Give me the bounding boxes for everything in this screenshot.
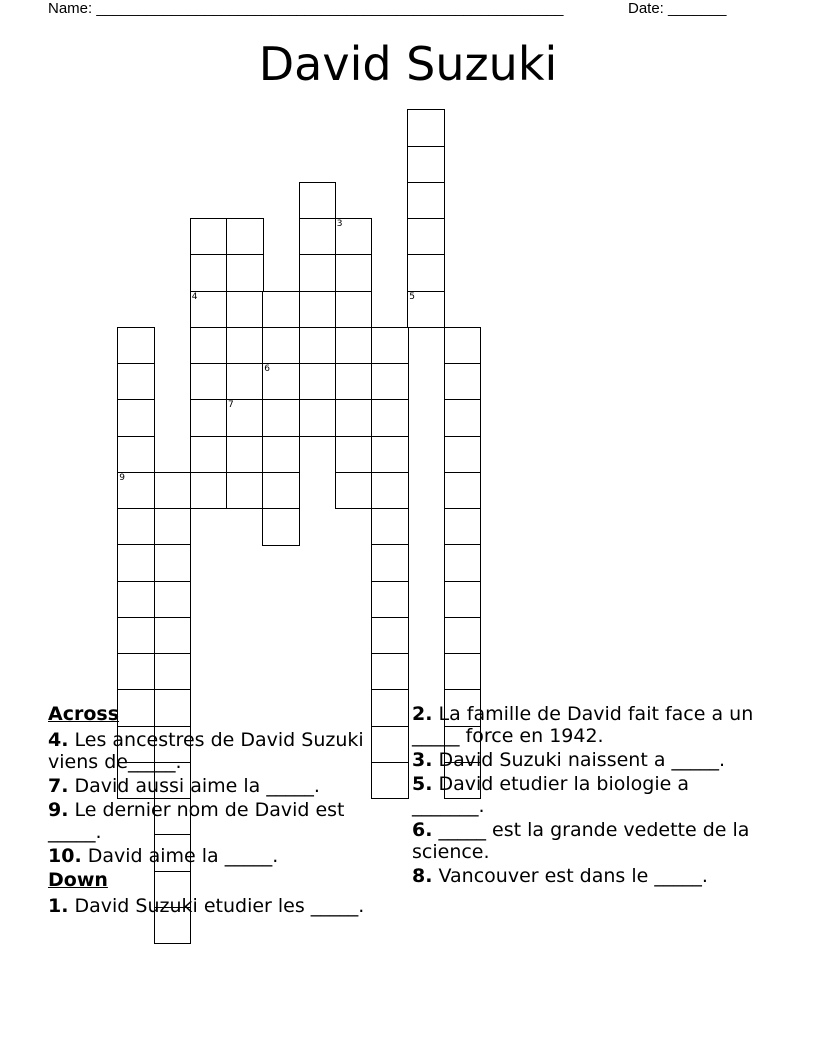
clue-across-4 <box>48 729 378 773</box>
clue-text: David Suzuki naissent a _____. <box>438 749 726 771</box>
grid-cell[interactable] <box>444 508 482 546</box>
grid-cell[interactable] <box>226 291 264 329</box>
grid-cell[interactable] <box>444 544 482 582</box>
grid-cell[interactable] <box>335 436 373 474</box>
clue-text: David aime la _____. <box>87 845 279 867</box>
grid-cell[interactable] <box>117 472 155 510</box>
grid-cell[interactable] <box>444 399 482 437</box>
grid-cell[interactable] <box>262 363 300 401</box>
grid-cell[interactable] <box>299 291 337 329</box>
clue-across-10 <box>48 845 378 867</box>
grid-cell[interactable] <box>371 363 409 401</box>
clue-across-7 <box>48 775 378 797</box>
clue-number: 9. <box>48 799 69 821</box>
clue-number: 2. <box>412 703 433 725</box>
grid-cell[interactable] <box>154 508 192 546</box>
clue-text: Vancouver est dans le _____. <box>438 865 708 887</box>
clue-down-5 <box>412 773 757 817</box>
grid-cell[interactable] <box>444 617 482 655</box>
grid-cell[interactable] <box>117 653 155 691</box>
grid-cell[interactable] <box>335 327 373 365</box>
grid-cell[interactable] <box>226 399 264 437</box>
grid-cell[interactable] <box>117 327 155 365</box>
grid-cell[interactable] <box>407 218 445 256</box>
grid-cell[interactable] <box>226 254 264 292</box>
grid-cell[interactable] <box>117 436 155 474</box>
grid-cell[interactable] <box>407 109 445 147</box>
grid-cell[interactable] <box>335 218 373 256</box>
grid-cell[interactable] <box>190 218 228 256</box>
clue-down-2 <box>412 703 757 747</box>
grid-cell[interactable] <box>371 581 409 619</box>
grid-cell[interactable] <box>444 653 482 691</box>
grid-cell[interactable] <box>371 327 409 365</box>
grid-cell[interactable] <box>299 363 337 401</box>
grid-cell[interactable] <box>335 472 373 510</box>
clue-number: 6. <box>412 819 433 841</box>
grid-cell[interactable] <box>117 544 155 582</box>
grid-cell[interactable] <box>190 291 228 329</box>
grid-cell[interactable] <box>154 653 192 691</box>
grid-cell[interactable] <box>371 436 409 474</box>
grid-cell[interactable] <box>154 472 192 510</box>
clue-down-8 <box>412 865 757 887</box>
clue-number-label: 5 <box>409 291 415 302</box>
grid-cell[interactable] <box>407 254 445 292</box>
down-heading: Down <box>48 869 108 891</box>
clue-number-label: 4 <box>191 291 198 302</box>
page-title: David Suzuki <box>258 37 558 91</box>
clue-down-6 <box>412 819 757 863</box>
clues-right-column <box>412 703 757 889</box>
grid-cell[interactable] <box>335 399 373 437</box>
grid-cell[interactable] <box>190 399 228 437</box>
grid-cell[interactable] <box>117 581 155 619</box>
grid-cell[interactable] <box>262 508 300 546</box>
grid-cell[interactable] <box>371 544 409 582</box>
grid-cell[interactable] <box>444 363 482 401</box>
grid-cell[interactable] <box>154 544 192 582</box>
clue-down-3 <box>412 749 757 771</box>
grid-cell[interactable] <box>226 363 264 401</box>
clue-across-9 <box>48 799 378 843</box>
grid-cell[interactable] <box>407 146 445 184</box>
clue-text: _____ est la grande vedette de la science. <box>412 819 750 863</box>
clue-text: David etudier la biologie a _______. <box>412 773 689 817</box>
grid-cell[interactable] <box>335 363 373 401</box>
grid-cell[interactable] <box>154 581 192 619</box>
grid-cell[interactable] <box>335 254 373 292</box>
clues-left-column <box>48 703 378 919</box>
grid-cell[interactable] <box>262 291 300 329</box>
grid-cell[interactable] <box>262 399 300 437</box>
grid-cell[interactable] <box>190 327 228 365</box>
grid-cell[interactable] <box>299 254 337 292</box>
grid-cell[interactable] <box>262 472 300 510</box>
clue-number: 1. <box>48 895 69 917</box>
grid-cell[interactable] <box>190 472 228 510</box>
grid-cell[interactable] <box>371 508 409 546</box>
clue-down-1 <box>48 895 378 917</box>
grid-cell[interactable] <box>190 363 228 401</box>
clue-number: 10. <box>48 845 82 867</box>
clue-number: 7. <box>48 775 69 797</box>
grid-cell[interactable] <box>262 436 300 474</box>
date-field[interactable]: Date: _______ <box>628 0 727 17</box>
grid-cell[interactable] <box>190 254 228 292</box>
across-heading: Across <box>48 703 120 725</box>
grid-cell[interactable] <box>371 399 409 437</box>
grid-cell[interactable] <box>371 653 409 691</box>
clue-number: 4. <box>48 729 69 751</box>
grid-cell[interactable] <box>299 327 337 365</box>
grid-cell[interactable] <box>299 218 337 256</box>
name-field[interactable]: Name: ________________________________________________________ <box>48 0 564 17</box>
grid-cell[interactable] <box>226 327 264 365</box>
clue-number-label: 6 <box>264 364 270 374</box>
clue-number: 8. <box>412 865 433 887</box>
clue-number: 5. <box>412 773 433 795</box>
grid-cell[interactable] <box>444 327 482 365</box>
clue-text: Les ancestres de David Suzuki viens de_____. <box>48 729 364 773</box>
grid-cell[interactable] <box>117 399 155 437</box>
grid-cell[interactable] <box>335 291 373 329</box>
grid-cell[interactable] <box>117 508 155 546</box>
grid-cell[interactable] <box>154 617 192 655</box>
grid-cell[interactable] <box>407 182 445 220</box>
clue-number-label: 9 <box>119 472 125 483</box>
clue-number-label: 7 <box>228 400 234 411</box>
grid-cell[interactable] <box>226 436 264 474</box>
grid-cell[interactable] <box>226 218 264 256</box>
grid-cell[interactable] <box>117 363 155 401</box>
grid-cell[interactable] <box>444 581 482 619</box>
grid-cell[interactable] <box>299 182 337 220</box>
clue-text: La famille de David fait face a un _____ force en 1942. <box>412 703 754 747</box>
grid-cell[interactable] <box>117 617 155 655</box>
grid-cell[interactable] <box>299 399 337 437</box>
grid-cell[interactable] <box>262 327 300 365</box>
grid-cell[interactable] <box>444 472 482 510</box>
grid-cell[interactable] <box>371 472 409 510</box>
clue-text: Le dernier nom de David est _____. <box>48 799 345 843</box>
clue-number-label: 3 <box>336 219 343 229</box>
clue-text: David Suzuki etudier les _____. <box>74 895 365 917</box>
clue-number: 3. <box>412 749 433 771</box>
grid-cell[interactable] <box>190 436 228 474</box>
grid-cell[interactable] <box>371 617 409 655</box>
grid-cell[interactable] <box>226 472 264 510</box>
clue-text: David aussi aime la _____. <box>74 775 320 797</box>
grid-cell[interactable] <box>444 436 482 474</box>
grid-cell[interactable] <box>407 291 445 329</box>
